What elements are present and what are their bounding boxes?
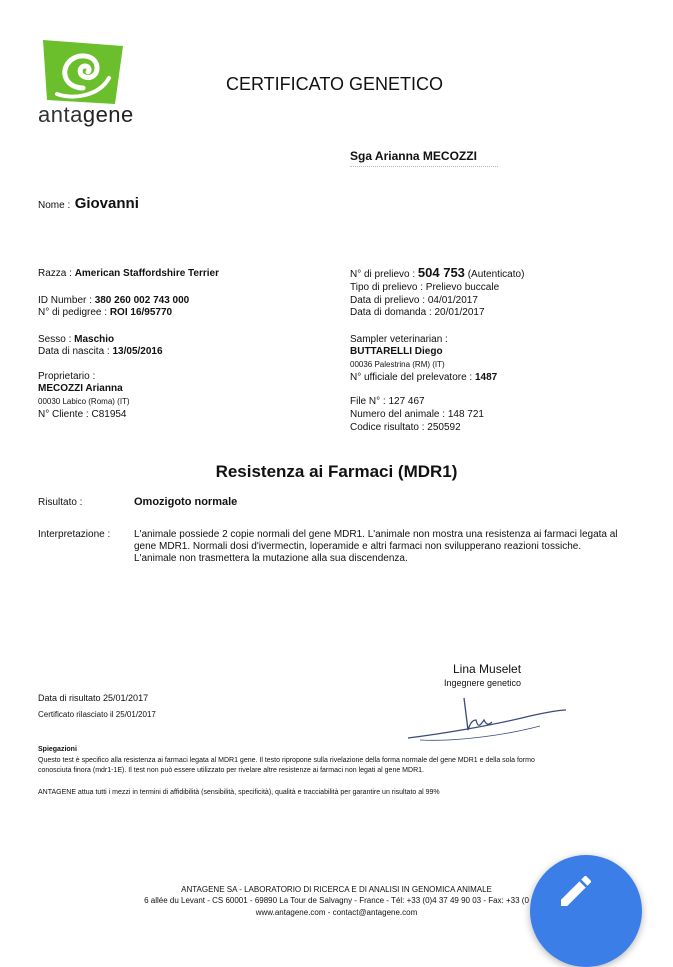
file-row <box>350 396 425 407</box>
interpretazione-line-1: L'animale possiede 2 copie normali del gene MDR1. L'animale non mostra una resistenza ai farmaci legata al <box>134 529 618 540</box>
pedigree-value: ROI 16/95770 <box>109 307 173 318</box>
prelievo-value: 504 753 <box>417 265 465 280</box>
nome-row <box>38 195 139 213</box>
pedigree-label: N° di pedigree : <box>38 307 108 318</box>
sampler-label: Sampler veterinarian : <box>350 334 448 345</box>
id-label: ID Number : <box>38 295 92 306</box>
signature-icon <box>400 690 570 745</box>
owner-address-header: Sga Arianna MECOZZI <box>350 149 477 163</box>
signer-role: Ingegnere genetico <box>444 678 522 688</box>
antagene-logo <box>38 40 138 130</box>
nascita-row <box>38 346 163 357</box>
sampler-city: 00036 Palestrina (RM) (IT) <box>350 360 445 369</box>
sesso-label: Sesso : <box>38 334 72 345</box>
signer-name: Lina Muselet <box>453 662 522 676</box>
ufficiale-label: N° ufficiale del prelevatore : <box>350 372 473 383</box>
cliente-row <box>38 409 127 420</box>
logo-mark-icon <box>43 40 123 104</box>
spiegazioni-line-1: Questo test è specifico alla resistenza ai farmaci legata al MDR1 gene. Il testo ripropone sulla rivelazione della forma normale del gene MDR1 e della sola formo <box>38 757 535 764</box>
data-prelievo-label: Data di prelievo : <box>350 295 426 306</box>
document-title: CERTIFICATO GENETICO <box>226 74 444 94</box>
nome-value: Giovanni <box>74 195 139 212</box>
data-prelievo-value: 04/01/2017 <box>427 295 478 306</box>
address-cut-line <box>350 166 498 169</box>
interpretazione-line-2: gene MDR1. Normali dosi d'ivermectin, loperamide e altri farmaci non svilupperano reazioni tossiche. <box>134 541 582 552</box>
spiegazioni-heading: Spiegazioni <box>38 746 77 753</box>
sesso-value: Maschio <box>74 334 115 345</box>
data-risultato: Data di risultato 25/01/2017 <box>38 693 149 703</box>
tipo-label: Tipo di prelievo : <box>350 282 423 293</box>
cliente-label: N° Cliente : <box>38 409 89 420</box>
data-domanda-value: 20/01/2017 <box>434 307 485 318</box>
proprietario-city: 00030 Labico (Roma) (IT) <box>38 397 130 406</box>
risultato-value: Omozigoto normale <box>134 496 238 508</box>
sesso-row <box>38 334 114 345</box>
footer-line-2: 6 allée du Levant - CS 60001 - 69890 La Tour de Salvagny - France - Tél: +33 (0)4 37 49 90 03 - Fax: +33 (0 <box>144 896 529 905</box>
tipo-row <box>350 282 499 293</box>
footer-line-3: www.antagene.com - contact@antagene.com <box>255 908 418 917</box>
interpretazione-line-3: L'animale non trasmettera la mutazione alla sua discendenza. <box>134 553 408 564</box>
prelievo-label: N° di prelievo : <box>350 269 416 280</box>
edit-fab-button[interactable] <box>530 855 642 967</box>
animale-row <box>350 409 484 420</box>
interpretazione-label: Interpretazione : <box>38 529 111 540</box>
nascita-label: Data di nascita : <box>38 346 110 357</box>
ufficiale-value: 1487 <box>475 372 498 383</box>
file-value: 127 467 <box>388 396 425 407</box>
proprietario-name: MECOZZI Arianna <box>38 383 123 394</box>
logo-suffix: gene <box>82 102 134 127</box>
prelievo-note: (Autenticato) <box>467 269 525 280</box>
id-value: 380 260 002 743 000 <box>94 295 190 306</box>
id-row <box>38 295 189 306</box>
logo-prefix: anta <box>38 102 83 127</box>
prelievo-row <box>350 265 524 280</box>
razza-label: Razza : <box>38 268 72 279</box>
razza-value: American Staffordshire Terrier <box>74 268 219 279</box>
data-domanda-label: Data di domanda : <box>350 307 432 318</box>
ufficiale-row <box>350 372 497 383</box>
spiegazioni-line-3: ANTAGENE attua tutti i mezzi in termini di affidibilità (sensibilità, specificità), qualità e tracciabilità per garantire un risultato al 99% <box>38 789 440 796</box>
animale-label: Numero del animale : <box>350 409 446 420</box>
razza-row <box>38 268 219 279</box>
risultato-label: Risultato : <box>38 497 83 508</box>
codice-label: Codice risultato : <box>350 422 425 433</box>
animale-value: 148 721 <box>447 409 484 420</box>
cliente-value: C81954 <box>91 409 127 420</box>
nascita-value: 13/05/2016 <box>112 346 163 357</box>
test-title: Resistenza ai Farmaci (MDR1) <box>215 462 458 481</box>
proprietario-label: Proprietario : <box>38 371 96 382</box>
spiegazioni-line-2: conosciuta finora (mdr1-1E). Il test non può essere utilizzato per rivelare altre resistenze ai farmaci non legati al gene MDR1. <box>38 767 424 774</box>
file-label: File N° : <box>350 396 386 407</box>
codice-value: 250592 <box>427 422 461 433</box>
pencil-icon <box>556 871 596 911</box>
data-prelievo-row <box>350 295 478 306</box>
codice-row <box>350 422 461 433</box>
tipo-value: Prelievo buccale <box>425 282 500 293</box>
pedigree-row <box>38 307 172 318</box>
data-rilasciato: Certificato rilasciato il 25/01/2017 <box>38 710 156 719</box>
footer-line-1: ANTAGENE SA - LABORATORIO DI RICERCA E DI ANALISI IN GENOMICA ANIMALE <box>181 885 492 894</box>
nome-label: Nome : <box>38 200 71 211</box>
sampler-name: BUTTARELLI Diego <box>350 346 443 357</box>
data-domanda-row <box>350 307 485 318</box>
